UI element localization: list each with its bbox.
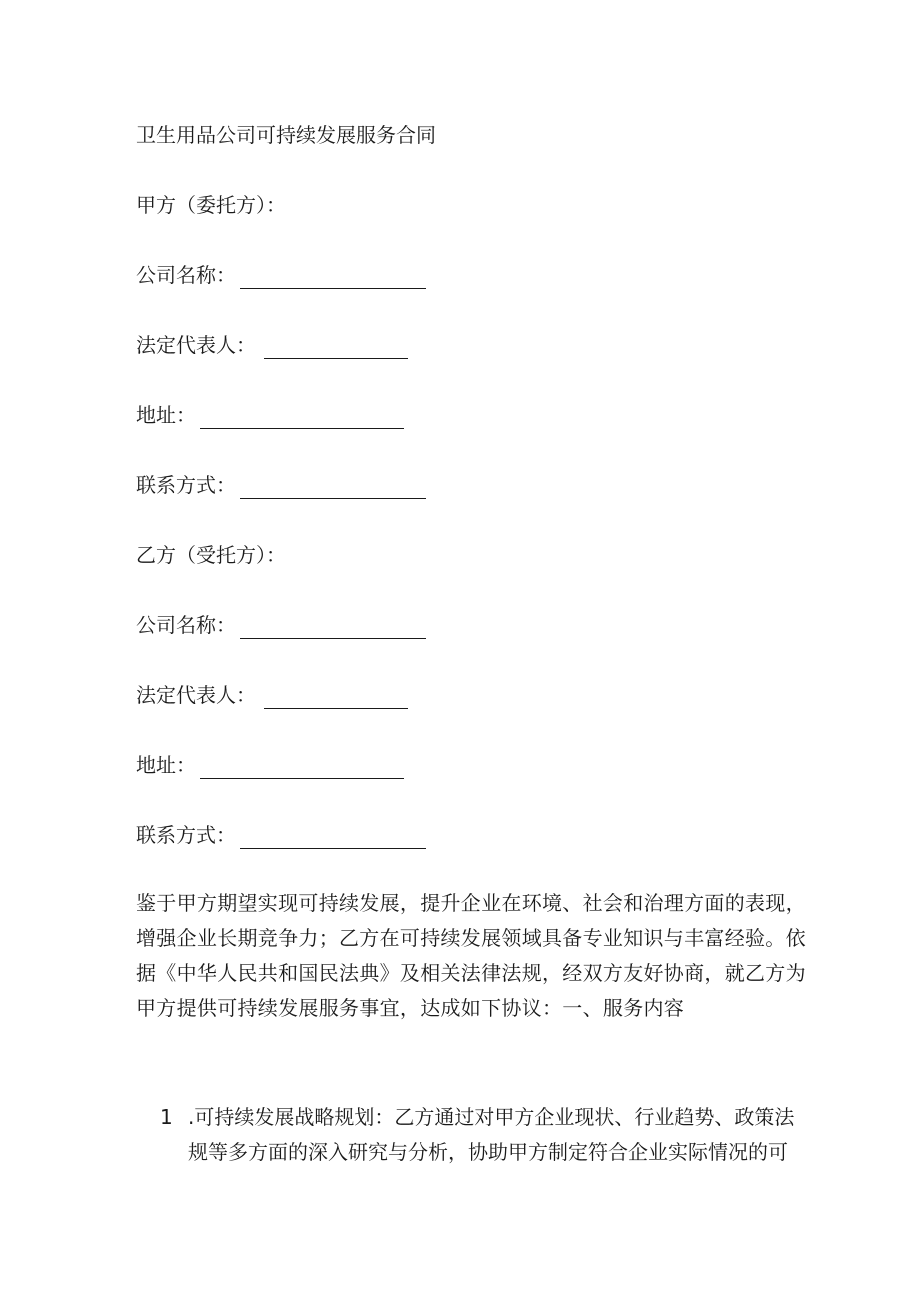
party-b-heading: 乙方（受托方）： [136, 543, 286, 567]
document-title: 卫生用品公司可持续发展服务合同 [136, 123, 436, 147]
party-b-address-label: 地址： [136, 753, 196, 777]
party-a-company-blank [240, 268, 426, 289]
party-a-address-field [136, 401, 404, 429]
party-b-contact-field [136, 821, 426, 849]
party-a-address-blank [200, 408, 404, 429]
party-b-rep-field [136, 681, 408, 709]
party-b-rep-blank [264, 688, 408, 709]
party-b-address-field [136, 751, 404, 779]
party-b-company-label: 公司名称： [136, 613, 236, 637]
party-b-company-field [136, 611, 426, 639]
party-b-company-blank [240, 618, 426, 639]
party-a-rep-field [136, 331, 408, 359]
party-b-address-blank [200, 758, 404, 779]
party-b-contact-label: 联系方式： [136, 823, 236, 847]
party-a-rep-label: 法定代表人： [136, 333, 256, 357]
party-b-contact-blank [240, 828, 426, 849]
service-item-1-number: 1 [160, 1105, 173, 1129]
preamble-paragraph: 鉴于甲方期望实现可持续发展，提升企业在环境、社会和治理方面的表现，增强企业长期竞争力；乙方在可持续发展领域具备专业知识与丰富经验。依据《中华人民共和国民法典》及相关法律法规，经双方友好协商，就乙方为甲方提供可持续发展服务事宜，达成如下协议：一、服务内容 [136, 891, 806, 1020]
party-a-contact-blank [240, 478, 426, 499]
service-item-1 [160, 1100, 800, 1164]
party-a-company-field [136, 261, 426, 289]
party-a-company-label: 公司名称： [136, 263, 236, 287]
party-b-rep-label: 法定代表人： [136, 683, 256, 707]
service-item-1-text: .可持续发展战略规划：乙方通过对甲方企业现状、行业趋势、政策法规等多方面的深入研究与分析，协助甲方制定符合企业实际情况的可 [188, 1105, 795, 1164]
party-a-contact-label: 联系方式： [136, 473, 236, 497]
party-a-contact-field [136, 471, 426, 499]
party-a-heading: 甲方（委托方）： [136, 193, 286, 217]
party-a-rep-blank [264, 338, 408, 359]
party-a-address-label: 地址： [136, 403, 196, 427]
